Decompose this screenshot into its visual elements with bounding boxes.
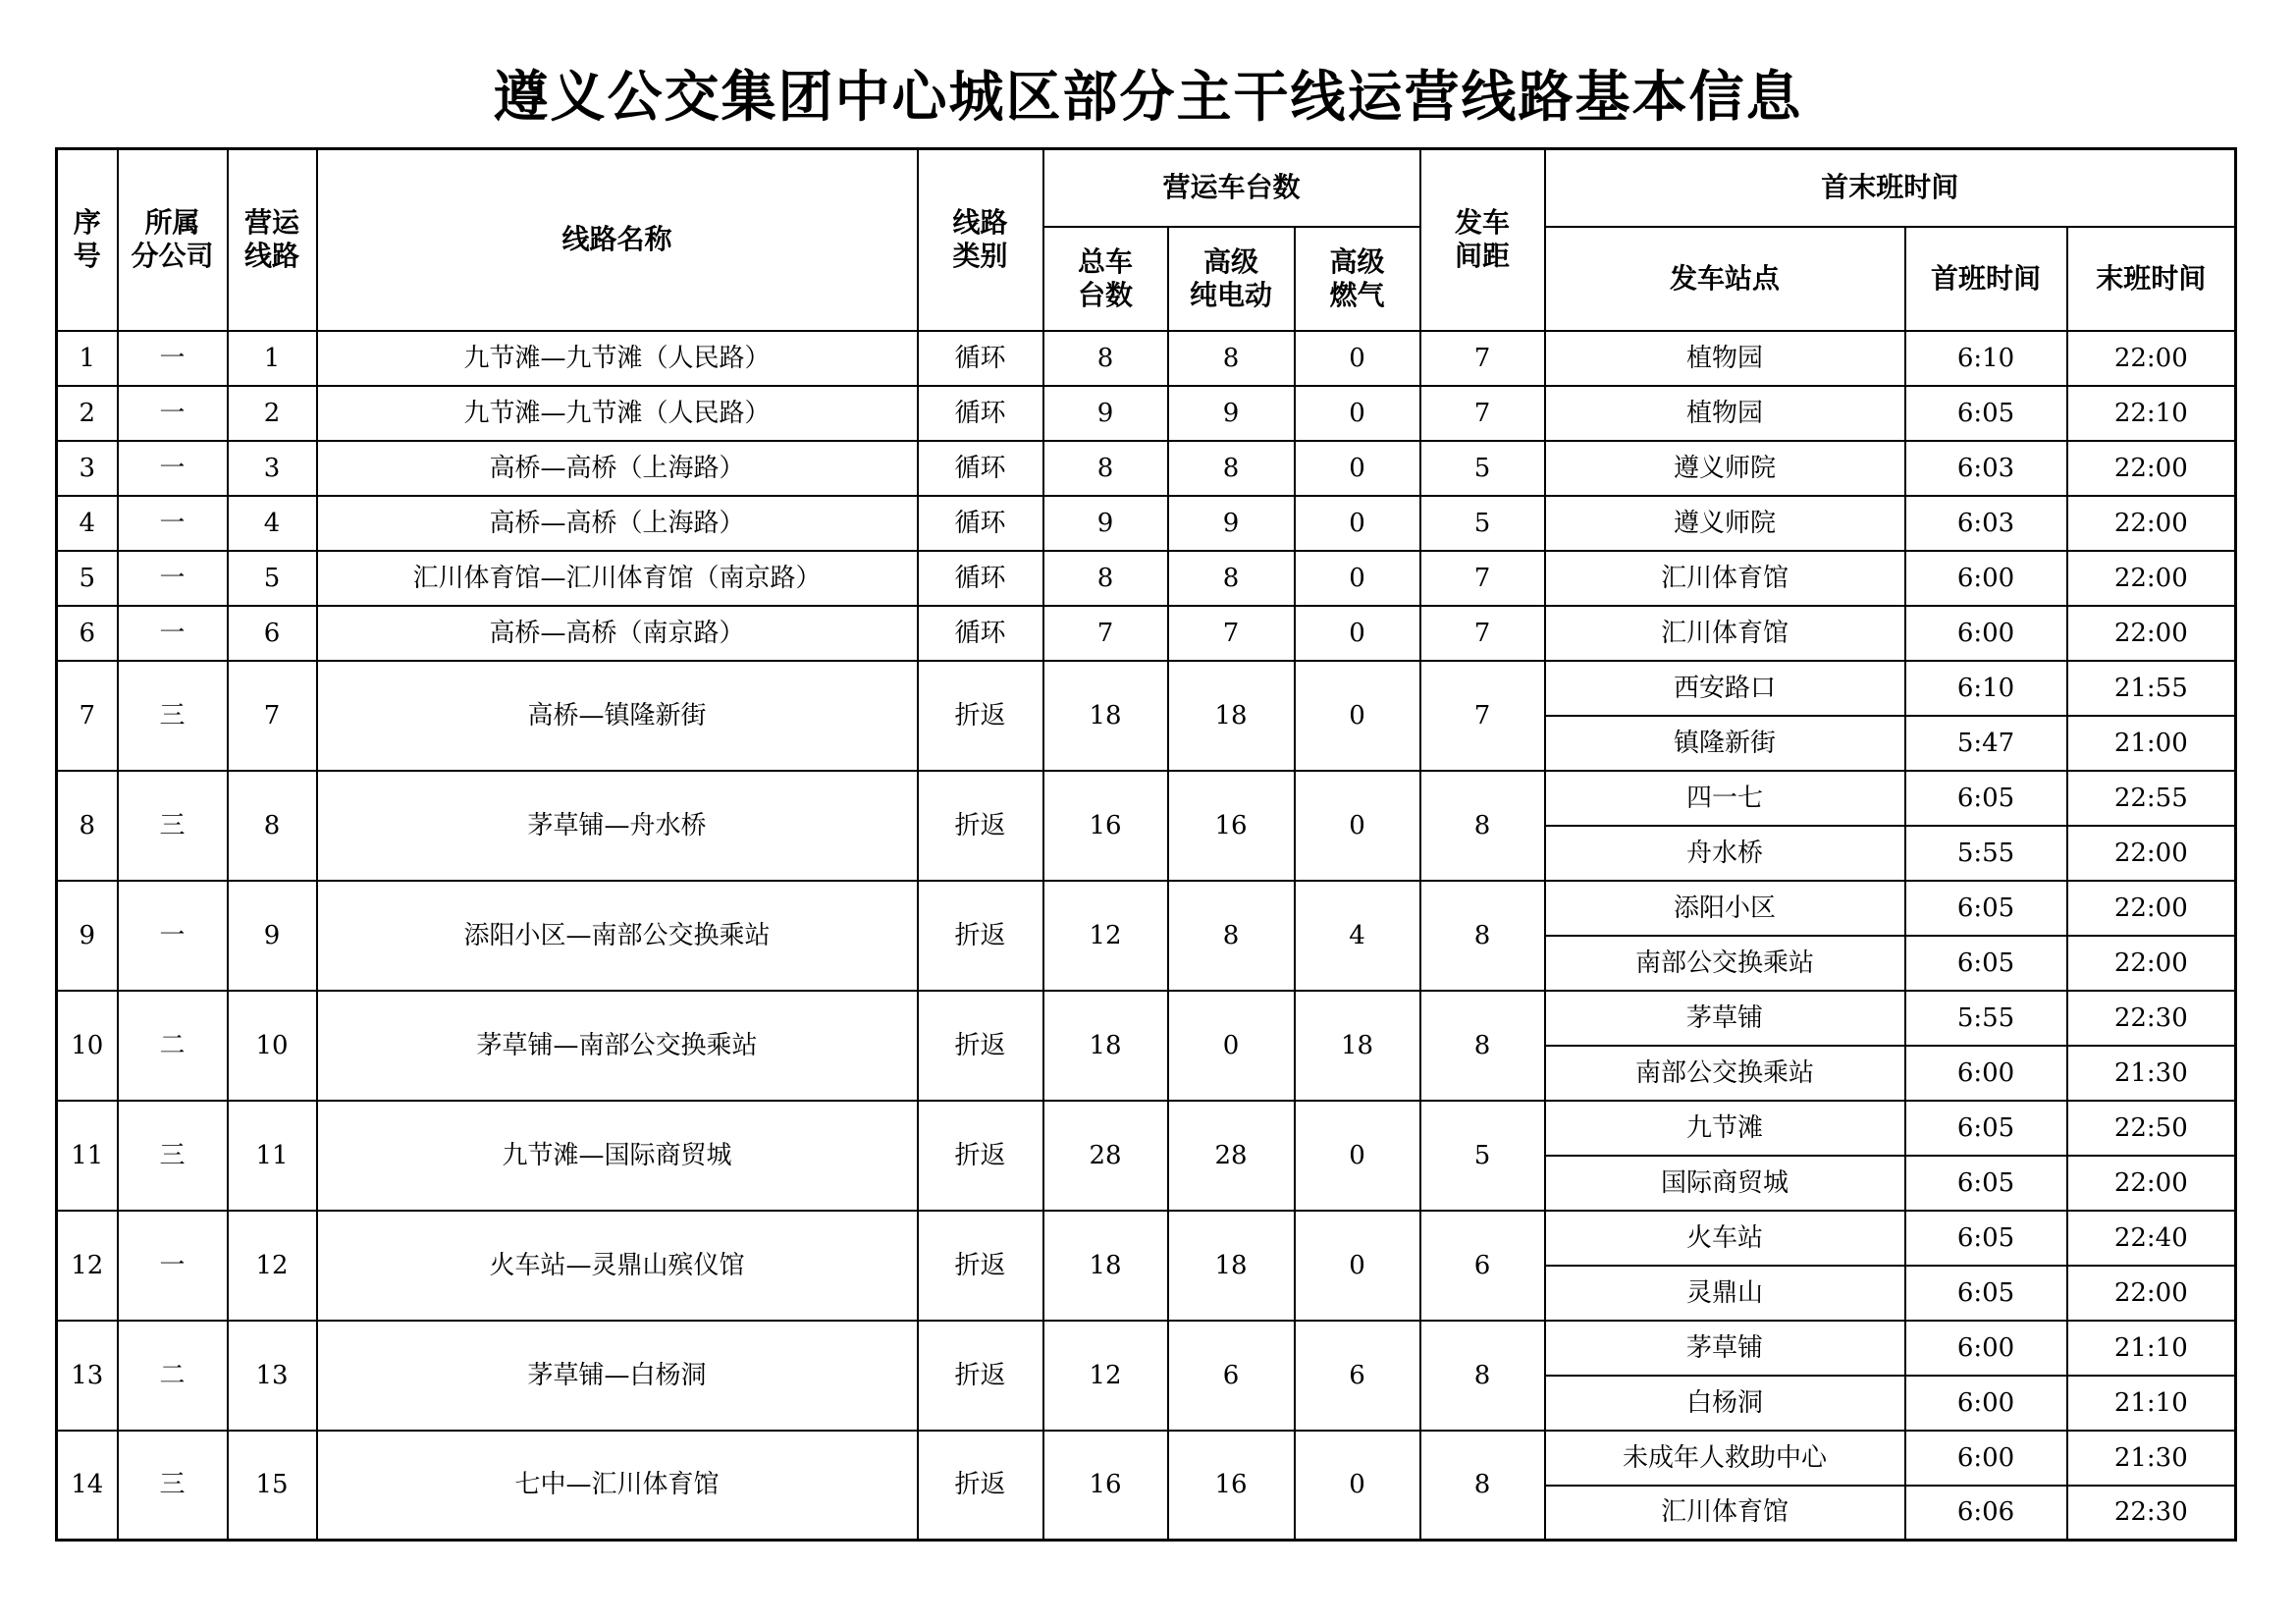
cell-vehicles-gas: 18 bbox=[1295, 991, 1420, 1101]
cell-first: 6:05 bbox=[1905, 1156, 2067, 1211]
cell-stop: 国际商贸城 bbox=[1545, 1156, 1905, 1211]
cell-first: 6:10 bbox=[1905, 331, 2067, 386]
cell-route-type: 折返 bbox=[918, 1211, 1043, 1321]
cell-last: 21:10 bbox=[2067, 1376, 2236, 1431]
cell-vehicles-electric: 9 bbox=[1168, 496, 1295, 551]
cell-vehicles-gas: 0 bbox=[1295, 606, 1420, 661]
cell-route-name: 茅草铺—白杨洞 bbox=[317, 1321, 918, 1431]
table-header bbox=[57, 149, 2236, 331]
cell-seq: 8 bbox=[57, 771, 118, 881]
cell-vehicles-total: 7 bbox=[1043, 606, 1168, 661]
cell-first: 6:10 bbox=[1905, 661, 2067, 716]
cell-seq: 12 bbox=[57, 1211, 118, 1321]
cell-last: 22:30 bbox=[2067, 1486, 2236, 1541]
cell-seq: 14 bbox=[57, 1431, 118, 1541]
table-row bbox=[57, 1321, 2236, 1376]
cell-route-type: 循环 bbox=[918, 496, 1043, 551]
cell-route-name: 汇川体育馆—汇川体育馆（南京路） bbox=[317, 551, 918, 606]
cell-stop: 南部公交换乘站 bbox=[1545, 1046, 1905, 1101]
header-vehicles-gas: 高级 燃气 bbox=[1295, 227, 1420, 331]
table-row bbox=[57, 991, 2236, 1046]
cell-interval: 8 bbox=[1420, 1431, 1545, 1541]
cell-first: 6:05 bbox=[1905, 386, 2067, 441]
cell-branch: 一 bbox=[118, 551, 228, 606]
cell-stop: 西安路口 bbox=[1545, 661, 1905, 716]
cell-vehicles-electric: 8 bbox=[1168, 331, 1295, 386]
cell-vehicles-total: 18 bbox=[1043, 661, 1168, 771]
cell-last: 21:30 bbox=[2067, 1431, 2236, 1486]
cell-route-name: 茅草铺—舟水桥 bbox=[317, 771, 918, 881]
cell-vehicles-total: 18 bbox=[1043, 991, 1168, 1101]
cell-first: 5:55 bbox=[1905, 991, 2067, 1046]
cell-interval: 7 bbox=[1420, 661, 1545, 771]
cell-vehicles-gas: 0 bbox=[1295, 1101, 1420, 1211]
cell-last: 22:10 bbox=[2067, 386, 2236, 441]
cell-stop: 未成年人救助中心 bbox=[1545, 1431, 1905, 1486]
cell-vehicles-gas: 0 bbox=[1295, 386, 1420, 441]
page-title: 遵义公交集团中心城区部分主干线运营线路基本信息 bbox=[493, 66, 1803, 130]
header-first: 首班时间 bbox=[1905, 227, 2067, 331]
cell-branch: 二 bbox=[118, 1321, 228, 1431]
cell-route-name: 高桥—高桥（上海路） bbox=[317, 441, 918, 496]
cell-vehicles-electric: 18 bbox=[1168, 1211, 1295, 1321]
cell-last: 22:00 bbox=[2067, 551, 2236, 606]
table-row bbox=[57, 771, 2236, 826]
cell-seq: 9 bbox=[57, 881, 118, 991]
header-seq: 序 号 bbox=[57, 149, 118, 331]
cell-route-type: 循环 bbox=[918, 606, 1043, 661]
cell-first: 6:03 bbox=[1905, 441, 2067, 496]
cell-branch: 三 bbox=[118, 1431, 228, 1541]
cell-vehicles-electric: 9 bbox=[1168, 386, 1295, 441]
cell-vehicles-total: 12 bbox=[1043, 881, 1168, 991]
cell-vehicles-gas: 0 bbox=[1295, 331, 1420, 386]
cell-interval: 7 bbox=[1420, 606, 1545, 661]
cell-seq: 5 bbox=[57, 551, 118, 606]
cell-route-no: 2 bbox=[228, 386, 317, 441]
cell-vehicles-electric: 28 bbox=[1168, 1101, 1295, 1211]
cell-seq: 7 bbox=[57, 661, 118, 771]
cell-route-no: 8 bbox=[228, 771, 317, 881]
cell-last: 22:50 bbox=[2067, 1101, 2236, 1156]
cell-vehicles-electric: 16 bbox=[1168, 771, 1295, 881]
cell-route-name: 高桥—高桥（南京路） bbox=[317, 606, 918, 661]
cell-stop: 添阳小区 bbox=[1545, 881, 1905, 936]
cell-vehicles-gas: 0 bbox=[1295, 496, 1420, 551]
cell-seq: 10 bbox=[57, 991, 118, 1101]
cell-last: 22:00 bbox=[2067, 936, 2236, 991]
cell-vehicles-total: 28 bbox=[1043, 1101, 1168, 1211]
table-row bbox=[57, 1211, 2236, 1266]
cell-stop: 舟水桥 bbox=[1545, 826, 1905, 881]
cell-route-type: 折返 bbox=[918, 881, 1043, 991]
cell-vehicles-total: 8 bbox=[1043, 441, 1168, 496]
cell-first: 6:06 bbox=[1905, 1486, 2067, 1541]
header-interval: 发车 间距 bbox=[1420, 149, 1545, 331]
cell-vehicles-total: 12 bbox=[1043, 1321, 1168, 1431]
cell-last: 22:00 bbox=[2067, 826, 2236, 881]
cell-vehicles-total: 18 bbox=[1043, 1211, 1168, 1321]
cell-vehicles-electric: 16 bbox=[1168, 1431, 1295, 1541]
cell-first: 6:03 bbox=[1905, 496, 2067, 551]
cell-last: 22:30 bbox=[2067, 991, 2236, 1046]
cell-branch: 三 bbox=[118, 771, 228, 881]
cell-route-no: 4 bbox=[228, 496, 317, 551]
cell-vehicles-gas: 0 bbox=[1295, 441, 1420, 496]
cell-vehicles-total: 16 bbox=[1043, 771, 1168, 881]
header-branch: 所属 分公司 bbox=[118, 149, 228, 331]
header-vehicles-electric: 高级 纯电动 bbox=[1168, 227, 1295, 331]
cell-branch: 一 bbox=[118, 441, 228, 496]
cell-first: 6:00 bbox=[1905, 551, 2067, 606]
cell-route-name: 七中—汇川体育馆 bbox=[317, 1431, 918, 1541]
cell-route-type: 折返 bbox=[918, 991, 1043, 1101]
cell-last: 22:00 bbox=[2067, 1266, 2236, 1321]
cell-branch: 一 bbox=[118, 606, 228, 661]
cell-route-name: 九节滩—九节滩（人民路） bbox=[317, 331, 918, 386]
table-row bbox=[57, 551, 2236, 606]
cell-stop: 九节滩 bbox=[1545, 1101, 1905, 1156]
cell-stop: 汇川体育馆 bbox=[1545, 551, 1905, 606]
cell-last: 21:55 bbox=[2067, 661, 2236, 716]
cell-last: 22:00 bbox=[2067, 441, 2236, 496]
cell-branch: 一 bbox=[118, 496, 228, 551]
cell-route-type: 循环 bbox=[918, 331, 1043, 386]
cell-first: 6:00 bbox=[1905, 1376, 2067, 1431]
header-vehicles-group: 营运车台数 bbox=[1043, 149, 1420, 227]
cell-interval: 7 bbox=[1420, 386, 1545, 441]
header-route-name: 线路名称 bbox=[317, 149, 918, 331]
cell-seq: 1 bbox=[57, 331, 118, 386]
cell-first: 5:47 bbox=[1905, 716, 2067, 771]
cell-interval: 7 bbox=[1420, 331, 1545, 386]
cell-first: 6:05 bbox=[1905, 936, 2067, 991]
cell-stop: 南部公交换乘站 bbox=[1545, 936, 1905, 991]
cell-vehicles-electric: 8 bbox=[1168, 881, 1295, 991]
cell-interval: 5 bbox=[1420, 441, 1545, 496]
cell-vehicles-gas: 4 bbox=[1295, 881, 1420, 991]
cell-stop: 白杨洞 bbox=[1545, 1376, 1905, 1431]
cell-vehicles-total: 16 bbox=[1043, 1431, 1168, 1541]
cell-route-no: 6 bbox=[228, 606, 317, 661]
cell-seq: 13 bbox=[57, 1321, 118, 1431]
cell-route-name: 高桥—镇隆新街 bbox=[317, 661, 918, 771]
cell-vehicles-electric: 0 bbox=[1168, 991, 1295, 1101]
cell-last: 22:00 bbox=[2067, 331, 2236, 386]
header-vehicles-total: 总车 台数 bbox=[1043, 227, 1168, 331]
cell-route-type: 循环 bbox=[918, 386, 1043, 441]
cell-branch: 一 bbox=[118, 331, 228, 386]
cell-route-type: 循环 bbox=[918, 551, 1043, 606]
cell-route-name: 高桥—高桥（上海路） bbox=[317, 496, 918, 551]
cell-vehicles-electric: 8 bbox=[1168, 441, 1295, 496]
cell-branch: 一 bbox=[118, 386, 228, 441]
header-last: 末班时间 bbox=[2067, 227, 2236, 331]
cell-interval: 7 bbox=[1420, 551, 1545, 606]
cell-stop: 遵义师院 bbox=[1545, 441, 1905, 496]
cell-seq: 3 bbox=[57, 441, 118, 496]
cell-first: 5:55 bbox=[1905, 826, 2067, 881]
cell-route-no: 7 bbox=[228, 661, 317, 771]
header-schedule-group: 首末班时间 bbox=[1545, 149, 2236, 227]
route-info-table bbox=[55, 147, 2237, 1542]
cell-route-type: 折返 bbox=[918, 661, 1043, 771]
cell-last: 22:40 bbox=[2067, 1211, 2236, 1266]
cell-vehicles-total: 8 bbox=[1043, 551, 1168, 606]
table-row bbox=[57, 386, 2236, 441]
table-row bbox=[57, 1431, 2236, 1486]
cell-branch: 二 bbox=[118, 991, 228, 1101]
cell-last: 22:00 bbox=[2067, 606, 2236, 661]
table-row bbox=[57, 606, 2236, 661]
cell-first: 6:05 bbox=[1905, 1101, 2067, 1156]
cell-stop: 茅草铺 bbox=[1545, 1321, 1905, 1376]
cell-stop: 汇川体育馆 bbox=[1545, 1486, 1905, 1541]
cell-first: 6:05 bbox=[1905, 771, 2067, 826]
cell-seq: 4 bbox=[57, 496, 118, 551]
cell-stop: 汇川体育馆 bbox=[1545, 606, 1905, 661]
table-row bbox=[57, 881, 2236, 936]
cell-vehicles-total: 8 bbox=[1043, 331, 1168, 386]
cell-stop: 茅草铺 bbox=[1545, 991, 1905, 1046]
cell-last: 21:30 bbox=[2067, 1046, 2236, 1101]
cell-vehicles-total: 9 bbox=[1043, 386, 1168, 441]
cell-route-type: 循环 bbox=[918, 441, 1043, 496]
cell-route-no: 9 bbox=[228, 881, 317, 991]
cell-interval: 5 bbox=[1420, 1101, 1545, 1211]
cell-route-no: 10 bbox=[228, 991, 317, 1101]
cell-route-no: 1 bbox=[228, 331, 317, 386]
cell-last: 22:55 bbox=[2067, 771, 2236, 826]
cell-vehicles-electric: 8 bbox=[1168, 551, 1295, 606]
cell-route-type: 折返 bbox=[918, 1431, 1043, 1541]
cell-first: 6:00 bbox=[1905, 1321, 2067, 1376]
cell-vehicles-electric: 7 bbox=[1168, 606, 1295, 661]
cell-route-name: 九节滩—九节滩（人民路） bbox=[317, 386, 918, 441]
cell-vehicles-total: 9 bbox=[1043, 496, 1168, 551]
cell-vehicles-gas: 0 bbox=[1295, 1211, 1420, 1321]
cell-route-type: 折返 bbox=[918, 1321, 1043, 1431]
cell-vehicles-gas: 0 bbox=[1295, 661, 1420, 771]
cell-vehicles-gas: 0 bbox=[1295, 1431, 1420, 1541]
cell-interval: 8 bbox=[1420, 1321, 1545, 1431]
cell-stop: 镇隆新街 bbox=[1545, 716, 1905, 771]
cell-vehicles-gas: 0 bbox=[1295, 771, 1420, 881]
cell-route-name: 茅草铺—南部公交换乘站 bbox=[317, 991, 918, 1101]
cell-branch: 一 bbox=[118, 881, 228, 991]
cell-vehicles-electric: 6 bbox=[1168, 1321, 1295, 1431]
cell-last: 22:00 bbox=[2067, 496, 2236, 551]
cell-branch: 三 bbox=[118, 661, 228, 771]
cell-vehicles-gas: 0 bbox=[1295, 551, 1420, 606]
cell-route-type: 折返 bbox=[918, 771, 1043, 881]
cell-last: 21:00 bbox=[2067, 716, 2236, 771]
cell-route-type: 折返 bbox=[918, 1101, 1043, 1211]
cell-route-name: 九节滩—国际商贸城 bbox=[317, 1101, 918, 1211]
cell-first: 6:00 bbox=[1905, 606, 2067, 661]
table-row bbox=[57, 1101, 2236, 1156]
table-row bbox=[57, 441, 2236, 496]
cell-first: 6:00 bbox=[1905, 1431, 2067, 1486]
cell-route-no: 5 bbox=[228, 551, 317, 606]
header-route-no: 营运 线路 bbox=[228, 149, 317, 331]
table-row bbox=[57, 496, 2236, 551]
cell-route-no: 13 bbox=[228, 1321, 317, 1431]
cell-first: 6:05 bbox=[1905, 1211, 2067, 1266]
cell-stop: 火车站 bbox=[1545, 1211, 1905, 1266]
cell-last: 21:10 bbox=[2067, 1321, 2236, 1376]
cell-route-no: 3 bbox=[228, 441, 317, 496]
header-route-type: 线路 类别 bbox=[918, 149, 1043, 331]
cell-first: 6:05 bbox=[1905, 881, 2067, 936]
cell-interval: 5 bbox=[1420, 496, 1545, 551]
cell-vehicles-gas: 6 bbox=[1295, 1321, 1420, 1431]
cell-stop: 植物园 bbox=[1545, 386, 1905, 441]
header-stop: 发车站点 bbox=[1545, 227, 1905, 331]
cell-stop: 遵义师院 bbox=[1545, 496, 1905, 551]
cell-stop: 灵鼎山 bbox=[1545, 1266, 1905, 1321]
cell-seq: 6 bbox=[57, 606, 118, 661]
cell-route-no: 15 bbox=[228, 1431, 317, 1541]
cell-interval: 6 bbox=[1420, 1211, 1545, 1321]
cell-branch: 三 bbox=[118, 1101, 228, 1211]
cell-vehicles-electric: 18 bbox=[1168, 661, 1295, 771]
cell-branch: 一 bbox=[118, 1211, 228, 1321]
cell-interval: 8 bbox=[1420, 881, 1545, 991]
cell-route-name: 添阳小区—南部公交换乘站 bbox=[317, 881, 918, 991]
table-row bbox=[57, 661, 2236, 716]
cell-seq: 2 bbox=[57, 386, 118, 441]
cell-last: 22:00 bbox=[2067, 1156, 2236, 1211]
cell-stop: 四一七 bbox=[1545, 771, 1905, 826]
table-body bbox=[57, 331, 2236, 1541]
cell-route-no: 11 bbox=[228, 1101, 317, 1211]
cell-interval: 8 bbox=[1420, 771, 1545, 881]
cell-route-name: 火车站—灵鼎山殡仪馆 bbox=[317, 1211, 918, 1321]
cell-first: 6:05 bbox=[1905, 1266, 2067, 1321]
cell-stop: 植物园 bbox=[1545, 331, 1905, 386]
cell-first: 6:00 bbox=[1905, 1046, 2067, 1101]
table-row bbox=[57, 331, 2236, 386]
cell-last: 22:00 bbox=[2067, 881, 2236, 936]
cell-seq: 11 bbox=[57, 1101, 118, 1211]
cell-route-no: 12 bbox=[228, 1211, 317, 1321]
cell-interval: 8 bbox=[1420, 991, 1545, 1101]
